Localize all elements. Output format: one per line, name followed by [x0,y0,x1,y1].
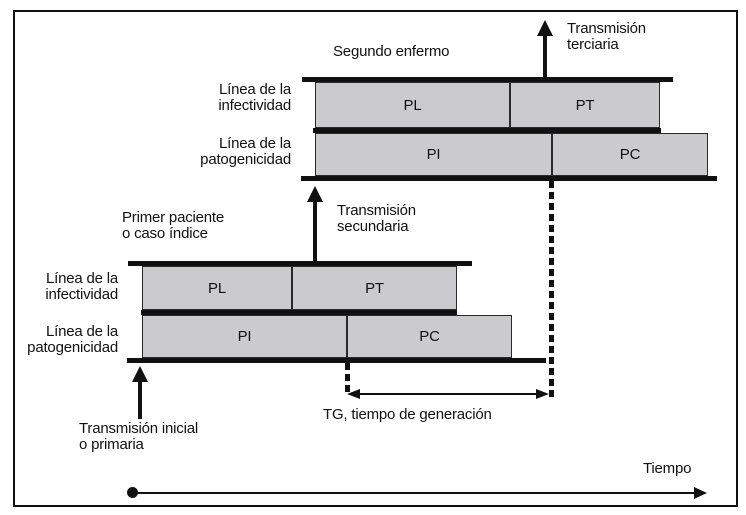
lower-segment-pc: PC [419,328,440,345]
initial-transmission-arrow [138,381,142,419]
initial-transmission-label: Transmisión inicial o primaria [79,420,199,453]
secondary-arrowhead-icon [307,186,323,202]
tertiary-arrowhead-icon [537,20,553,36]
tertiary-transmission-arrow [543,35,547,79]
time-axis-line [132,492,696,494]
lower-segment-pl: PL [143,267,293,309]
lower-diagram-title: Primer paciente o caso índice [122,209,225,242]
generation-time-label: TG, tiempo de generación [323,406,492,423]
upper-infectivity-row-label: Línea de la infectividad [218,81,291,114]
generation-time-right-dotted-line [549,181,554,398]
initial-arrowhead-icon [132,366,148,382]
upper-segment-pc: PC [619,146,641,163]
lower-pathogenicity-bar [142,315,512,358]
lower-bottom-line [127,358,546,363]
upper-segment-pl: PL [316,83,511,127]
upper-diagram-title: Segundo enfermo [333,43,450,60]
secondary-transmission-arrow [313,201,317,261]
upper-segment-pt: PT [575,96,595,114]
generation-time-right-arrowhead-icon [536,389,549,399]
generation-time-left-arrowhead-icon [347,389,360,399]
upper-pathogenicity-row-label: Línea de la patogenicidad [200,135,291,168]
lower-infectivity-bar [142,266,457,310]
secondary-transmission-label: Transmisión secundaria [337,202,416,235]
upper-segment-pi: PI [316,134,553,175]
tertiary-transmission-label: Transmisión terciaria [567,20,646,53]
lower-pathogenicity-row-label: Línea de la patogenicidad [27,323,118,356]
lower-segment-pt: PT [365,279,384,297]
upper-infectivity-bar [315,82,660,128]
generation-time-arrow [358,393,542,395]
upper-pathogenicity-bar [315,133,708,176]
lower-infectivity-row-label: Línea de la infectividad [45,270,118,303]
time-axis-arrowhead-icon [694,487,707,499]
upper-bottom-line [301,176,717,181]
lower-segment-pi: PI [143,316,348,357]
time-axis-label: Tiempo [643,460,692,477]
